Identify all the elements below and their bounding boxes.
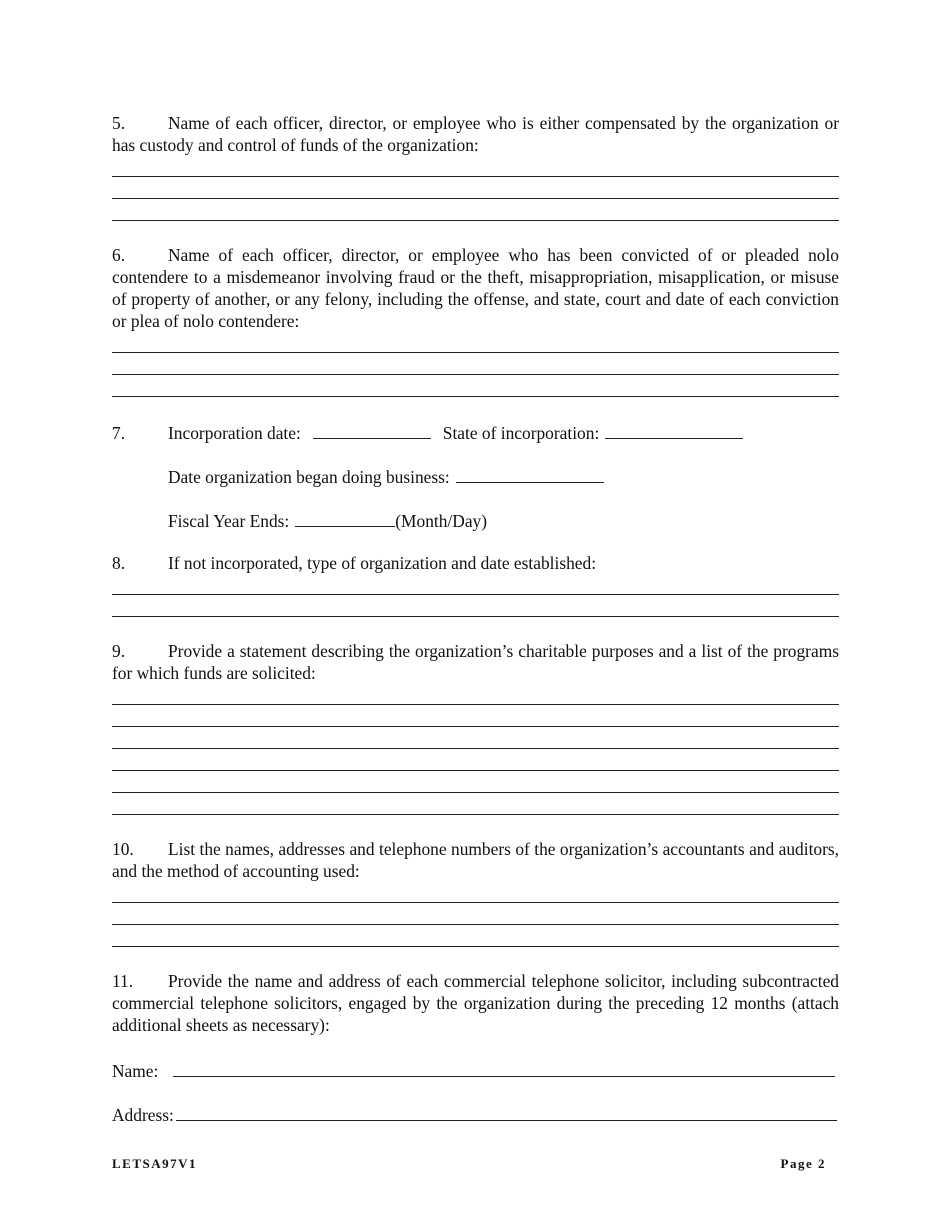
item-11	[112, 970, 839, 1036]
item-9-answer-line-4[interactable]	[112, 770, 839, 771]
item-9-answer-line-5[interactable]	[112, 792, 839, 793]
item-7-row-3	[168, 508, 487, 532]
item-5-answer-line-1[interactable]	[112, 176, 839, 177]
item-10-number: 10.	[112, 839, 134, 859]
item-5	[112, 112, 839, 156]
item-8-answer-line-1[interactable]	[112, 594, 839, 595]
item-9-number: 9.	[112, 641, 126, 661]
item-6	[112, 244, 839, 332]
item-11-text: Provide the name and address of each commercial telephone solicitor, including subcontracted commercial telephone solicitors, engaged by the organization during the preceding 12 months (attach additional sheets as necessary):	[112, 971, 839, 1035]
item-10-answer-line-2[interactable]	[112, 924, 839, 925]
item-5-text: Name of each officer, director, or employee who is either compensated by the organization or has custody and control of funds of the organization:	[112, 113, 839, 155]
incorporation-date-label: Incorporation date:	[168, 423, 301, 443]
item-10	[112, 838, 839, 882]
fiscal-year-suffix: (Month/Day)	[395, 511, 488, 531]
item-11-number: 11.	[112, 971, 134, 991]
began-business-label: Date organization began doing business:	[168, 467, 450, 487]
item-9-answer-line-2[interactable]	[112, 726, 839, 727]
item-5-answer-line-3[interactable]	[112, 220, 839, 221]
incorporation-date-field[interactable]	[313, 420, 431, 439]
item-8-answer-line-2[interactable]	[112, 616, 839, 617]
item-9-answer-line-3[interactable]	[112, 748, 839, 749]
solicitor-address-row	[112, 1102, 837, 1126]
item-6-answer-line-1[interactable]	[112, 352, 839, 353]
item-9-text: Provide a statement describing the organization’s charitable purposes and a list of the programs for which funds are solicited:	[112, 641, 839, 683]
item-5-number: 5.	[112, 113, 126, 133]
solicitor-address-label: Address:	[112, 1105, 174, 1125]
item-6-answer-line-3[interactable]	[112, 396, 839, 397]
item-6-answer-line-2[interactable]	[112, 374, 839, 375]
solicitor-name-row	[112, 1058, 835, 1082]
item-10-text: List the names, addresses and telephone numbers of the organization’s accountants and auditors, and the method of accounting used:	[112, 839, 839, 881]
item-10-answer-line-1[interactable]	[112, 902, 839, 903]
item-7-row-1	[112, 420, 743, 444]
began-business-date-field[interactable]	[456, 464, 604, 483]
item-6-text: Name of each officer, director, or employee who has been convicted of or pleaded nolo contendere to a misdemeanor involving fraud or the theft, misappropriation, misapplication, or misuse of property of another, or any felony, including the offense, and state, court and date of each conviction or plea of nolo contendere:	[112, 245, 839, 331]
item-7-row-2	[168, 464, 604, 488]
item-7-number: 7.	[112, 423, 126, 443]
item-5-answer-line-2[interactable]	[112, 198, 839, 199]
item-10-answer-line-3[interactable]	[112, 946, 839, 947]
solicitor-name-label: Name:	[112, 1061, 159, 1081]
page-number: Page 2	[780, 1156, 826, 1171]
item-9-answer-line-6[interactable]	[112, 814, 839, 815]
item-8-number: 8.	[112, 553, 126, 573]
state-of-incorporation-field[interactable]	[605, 420, 743, 439]
item-9-answer-line-1[interactable]	[112, 704, 839, 705]
item-8	[112, 552, 839, 574]
item-9	[112, 640, 839, 684]
form-id: LETSA97V1	[112, 1156, 198, 1171]
item-6-number: 6.	[112, 245, 126, 265]
solicitor-name-field[interactable]	[173, 1058, 835, 1077]
fiscal-year-label: Fiscal Year Ends:	[168, 511, 290, 531]
item-8-text: If not incorporated, type of organization and date established:	[168, 553, 597, 573]
fiscal-year-ends-field[interactable]	[295, 508, 395, 527]
state-of-incorporation-label: State of incorporation:	[442, 423, 600, 443]
solicitor-address-field[interactable]	[176, 1102, 837, 1121]
